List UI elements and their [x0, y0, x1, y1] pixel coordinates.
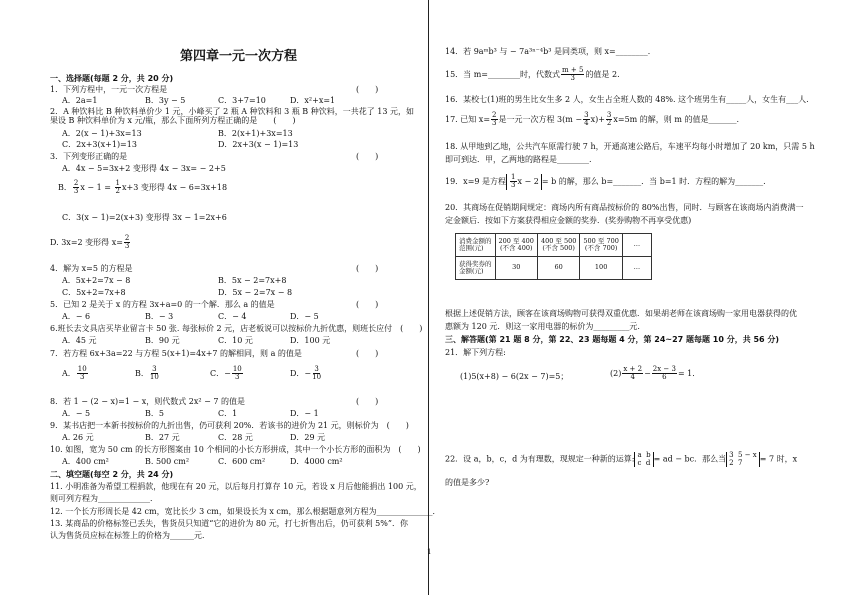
question-text: = ad − bc．那么当 [653, 454, 727, 464]
answer-paren: ( ) [356, 397, 379, 406]
question-7: 7．若方程 6x+3a=22 与方程 5(x+1)=4x+7 的解相同，则 a 的值是 [50, 349, 302, 358]
question-text: (2) [610, 368, 622, 378]
question-20-text-cont: 惠额为 120 元．则这一家用电器的标价为_________元. [445, 322, 640, 331]
det-cell: b [646, 451, 651, 459]
question-text: = 1． [677, 368, 701, 378]
option: A．5x+2=7x − 8 [62, 276, 131, 285]
question-text: 是一元一次方程 3(m − [498, 114, 583, 124]
fraction [510, 174, 516, 190]
operator: − [644, 368, 651, 378]
question-12: 12. 一个长方形周长是 42 cm，宽比长少 3 cm，如果设长为 x cm，那么根据题意列方程为______________． [50, 507, 441, 516]
option: D．29 元 [290, 433, 326, 442]
question-18-cont: 即可到达．甲，乙两地的路程是________. [445, 155, 592, 164]
question-11-cont: 则可列方程为_____________． [50, 494, 158, 503]
table-cell: … [622, 234, 651, 257]
option: B．− 3 [145, 312, 174, 321]
option: B．90 元 [145, 336, 180, 345]
denominator: 3 [570, 74, 575, 83]
denominator: 10 [312, 373, 322, 382]
answer-paren: ( ) [356, 152, 379, 161]
table-cell: 获得奖券的 金额(元) [456, 257, 496, 280]
fraction [622, 366, 643, 382]
option-label: B． [58, 182, 72, 192]
question-6: 6.班长去文具店买毕业留言卡 50 张. 每张标价 2 元，店老板说可以按标价九折优惠，则班长应付 ( ) [50, 324, 423, 333]
option [290, 366, 322, 382]
fraction [606, 112, 612, 128]
question-11: 11. 小明准备为希望工程捐款，他现在有 20 元，以后每月打算存 10 元，若设 x 月后他能捐出 100 元， [50, 482, 422, 491]
option: A．− 5 [62, 409, 91, 418]
option: D．− 1 [290, 409, 319, 418]
denominator: 6 [662, 373, 667, 382]
det-cell: a [637, 451, 642, 459]
denominator: 4 [630, 373, 635, 382]
question-22 [445, 452, 797, 467]
det-cell: 3 [729, 451, 734, 459]
table-cell: 30 [495, 257, 537, 280]
answer-paren: ( ) [356, 85, 379, 94]
option: D．5x − 2=7x − 8 [218, 288, 293, 297]
question-text: 22．设 a，b，c，d 为有理数，现规定一种新的运算: [445, 454, 635, 464]
question-19 [445, 174, 766, 190]
fraction [561, 67, 584, 83]
fraction [491, 112, 497, 128]
question-21-part-1: (1)5(x+8) − 6(2x − 7)=5； [460, 372, 569, 381]
numerator: 3 [584, 111, 589, 119]
fraction: $\frac{2}{3}$ [124, 234, 130, 251]
option: A．400 cm² [62, 457, 109, 466]
option: D．4000 cm² [290, 457, 343, 466]
question-14: 14．若 9aᵐb³ 与 − 7a³ⁿ⁻⁴b³ 是同类项，则 x=________． [445, 47, 656, 56]
option-text: D. 3x=2 变形得 x= [50, 237, 123, 247]
option: A．4x − 5=3x+2 变形得 4x − 3x= − 2+5 [62, 164, 226, 173]
denominator: 3 [511, 181, 516, 190]
question-text: = 7 时，x [759, 454, 798, 464]
question-text: x)+ [590, 114, 605, 124]
question-17 [445, 112, 739, 128]
fraction [232, 366, 243, 382]
option: C．1 [218, 409, 238, 418]
fraction [150, 366, 159, 382]
answer-paren: ( ) [356, 349, 379, 358]
denominator: 3 [235, 373, 240, 382]
option: B．5x − 2=7x+8 [218, 276, 287, 285]
option: C．5x+2=7x+8 [62, 288, 126, 297]
option: C．3+7=10 [218, 96, 266, 105]
denominator: 10 [149, 373, 159, 382]
numerator: x + 2 [623, 365, 643, 373]
question-16: 16．某校七(1)班的男生比女生多 2 人，女生占全班人数的 48%. 这个班男生有_____人，女生有___人. [445, 95, 809, 104]
option [62, 366, 89, 382]
section-3-heading: 三、解答题(第 21 题 8 分，第 22、23 题每题 4 分，第 24~27 题每题 10 分，共 56 分) [445, 335, 780, 344]
question-20-cont: 定金额后．按如下方案获得相应金额的奖券．(奖券购物不再享受优惠) [445, 216, 692, 225]
numerator: 10 [77, 365, 87, 373]
option: B．2(x+1)+3x=13 [218, 129, 293, 138]
question-3: 3．下列变形正确的是 [50, 152, 128, 161]
option: D．x²+x=1 [290, 96, 336, 105]
question-21-part-2 [610, 366, 700, 382]
answer-paren: ( ) [356, 264, 379, 273]
option-label: D．− [290, 368, 312, 378]
denominator: 3 [80, 373, 85, 382]
option [210, 366, 244, 382]
question-4: 4．解为 x=5 的方程是 [50, 264, 133, 273]
determinant [726, 452, 760, 467]
option: C．10 元 [218, 336, 253, 345]
option: B．3y − 5 [145, 96, 186, 105]
question-text: 17. 已知 x= [445, 114, 491, 124]
option: C．2x+3(x+1)=13 [62, 140, 137, 149]
fraction [583, 112, 589, 128]
section-2-heading: 二、填空题(每空 2 分，共 24 分) [50, 470, 174, 479]
question-text: 19．x=9 是方程 [445, 176, 507, 186]
absolute-value [506, 174, 542, 190]
option: B. 500 cm² [145, 457, 190, 466]
option: C．− 4 [218, 312, 247, 321]
option: D．100 元 [290, 336, 331, 345]
numerator: 10 [232, 365, 242, 373]
option-d [50, 235, 131, 251]
abs-expression: x − 2 [517, 176, 539, 186]
det-cell: 5 − x [738, 451, 757, 459]
table-cell: 200 至 400 (不含 400) [495, 234, 537, 257]
table-row [456, 234, 652, 257]
table-cell: … [622, 257, 651, 280]
question-15 [445, 67, 620, 83]
question-5: 5．已知 2 是关于 x 的方程 3x+a=0 的一个解．那么 a 的值是 [50, 300, 275, 309]
section-1-heading: 一、选择题(每题 2 分，共 20 分) [50, 74, 174, 83]
fraction [312, 366, 321, 382]
reward-table [455, 233, 652, 280]
question-20: 20．其商场在促销期间规定：商场内所有商品按标价的 80%出售，同时．与顾客在该商场内消费满一 [445, 203, 804, 212]
question-20-text: 根据上述促销方法，顾客在该商场购物可获得双重优惠．如果胡老师在该商场购一家用电器获得的优 [445, 309, 797, 318]
option-label: A． [62, 368, 76, 378]
option: A．2a=1 [62, 96, 98, 105]
page-title: 第四章一元一次方程 [180, 49, 298, 64]
option: A．45 元 [62, 336, 97, 345]
question-text: 15．当 m=________时，代数式 [445, 69, 561, 79]
question-text: x=5m 的解，则 m 的值是_______. [613, 114, 740, 124]
option-label: C．− [210, 368, 231, 378]
fraction: $\frac{1}{2}$ [115, 179, 121, 196]
numerator: 1 [511, 173, 516, 181]
numerator: 3 [314, 365, 319, 373]
question-9: 9．某书店把一本新书按标价的九折出售，仍可获利 20%．若该书的进价为 21 元，则标价为 ( ) [50, 421, 409, 430]
option: A．2(x − 1)+3x=13 [62, 129, 142, 138]
question-2: 2．A 种饮料比 B 种饮料单价少 1 元，小峰买了 2 瓶 A 种饮料和 3 瓶 B 种饮料，一共花了 13 元，如果设 B 种饮料单价为 x 元/瓶，那么下面所列方程正确的是 ( ) [50, 107, 414, 126]
denominator: 4 [584, 119, 589, 128]
table-cell: 60 [537, 257, 579, 280]
option-text: x+3 变形得 4x − 6=3x+18 [122, 182, 228, 192]
fraction: $\frac{2}{3}$ [73, 179, 79, 196]
question-text: = b 的解，那么 b=_______．当 b=1 时．方程的解为_______. [541, 176, 766, 186]
option: B．5 [145, 409, 164, 418]
table-cell: 100 [580, 257, 622, 280]
table-cell: 400 至 500 (不含 500) [537, 234, 579, 257]
numerator: 2 [492, 111, 497, 119]
question-10: 10. 如图，宽为 50 cm 的长方形图案由 10 个相同的小长方形拼成，其中一个小长方形的面积为 ( ) [50, 445, 421, 454]
answer-paren: ( ) [356, 300, 379, 309]
option: D．2x+3(x − 1)=13 [218, 140, 299, 149]
denominator: 2 [606, 119, 612, 128]
option-b: B． $\frac{2}{3}$ x − 1 = $\frac{1}{2}$ x+3 变形得 4x − 6=3x+18 [58, 179, 228, 196]
option: C．3(x − 1)=2(x+3) 变形得 3x − 1=2x+6 [62, 213, 227, 222]
numerator: 3 [606, 111, 612, 119]
page-number: 1 [427, 548, 432, 556]
numerator: 2x − 3 [652, 365, 676, 373]
table-row [456, 257, 652, 280]
option: C．600 cm² [218, 457, 266, 466]
question-13-cont: 认为售货员应标在标签上的价格为______元． [50, 531, 210, 540]
question-text: 的值是 2. [585, 69, 620, 79]
question-21: 21．解下列方程: [445, 348, 506, 357]
question-18: 18. 从甲地到乙地，公共汽车原需行驶 7 h，开通高速公路后，车速平均每小时增加了 20 km，只需 5 h [445, 142, 815, 151]
denominator: 3 [492, 119, 497, 128]
option: A．− 6 [62, 312, 91, 321]
numerator: m + 5 [562, 66, 584, 74]
option: C．28 元 [218, 433, 253, 442]
det-cell: 7 [738, 458, 743, 467]
det-cell: c [637, 458, 642, 467]
fraction [652, 366, 677, 382]
question-13: 13. 某商品的价格标签已丢失，售货员只知道“它的进价为 80 元，打七折售出后，仍可获利 5%”．你 [50, 519, 408, 528]
option [135, 366, 160, 382]
det-cell: d [645, 458, 651, 467]
question-8: 8．若 1 − (2 − x)=1 − x，则代数式 2x² − 7 的值是 [50, 397, 246, 406]
option-label: B． [135, 368, 149, 378]
question-1: 1．下列方程中，一元一次方程是 [50, 85, 168, 94]
table-cell: 消费金额的 范围(元) [456, 234, 496, 257]
determinant [634, 452, 653, 467]
option: A. 26 元 [62, 433, 94, 442]
fraction [77, 366, 88, 382]
option: D．− 5 [290, 312, 319, 321]
det-cell: 2 [729, 458, 734, 467]
table-cell: 500 至 700 (不含 700) [580, 234, 622, 257]
column-divider [427, 0, 432, 595]
question-22-cont: 的值是多少? [445, 478, 490, 487]
numerator: 3 [152, 365, 157, 373]
option: B．27 元 [145, 433, 180, 442]
